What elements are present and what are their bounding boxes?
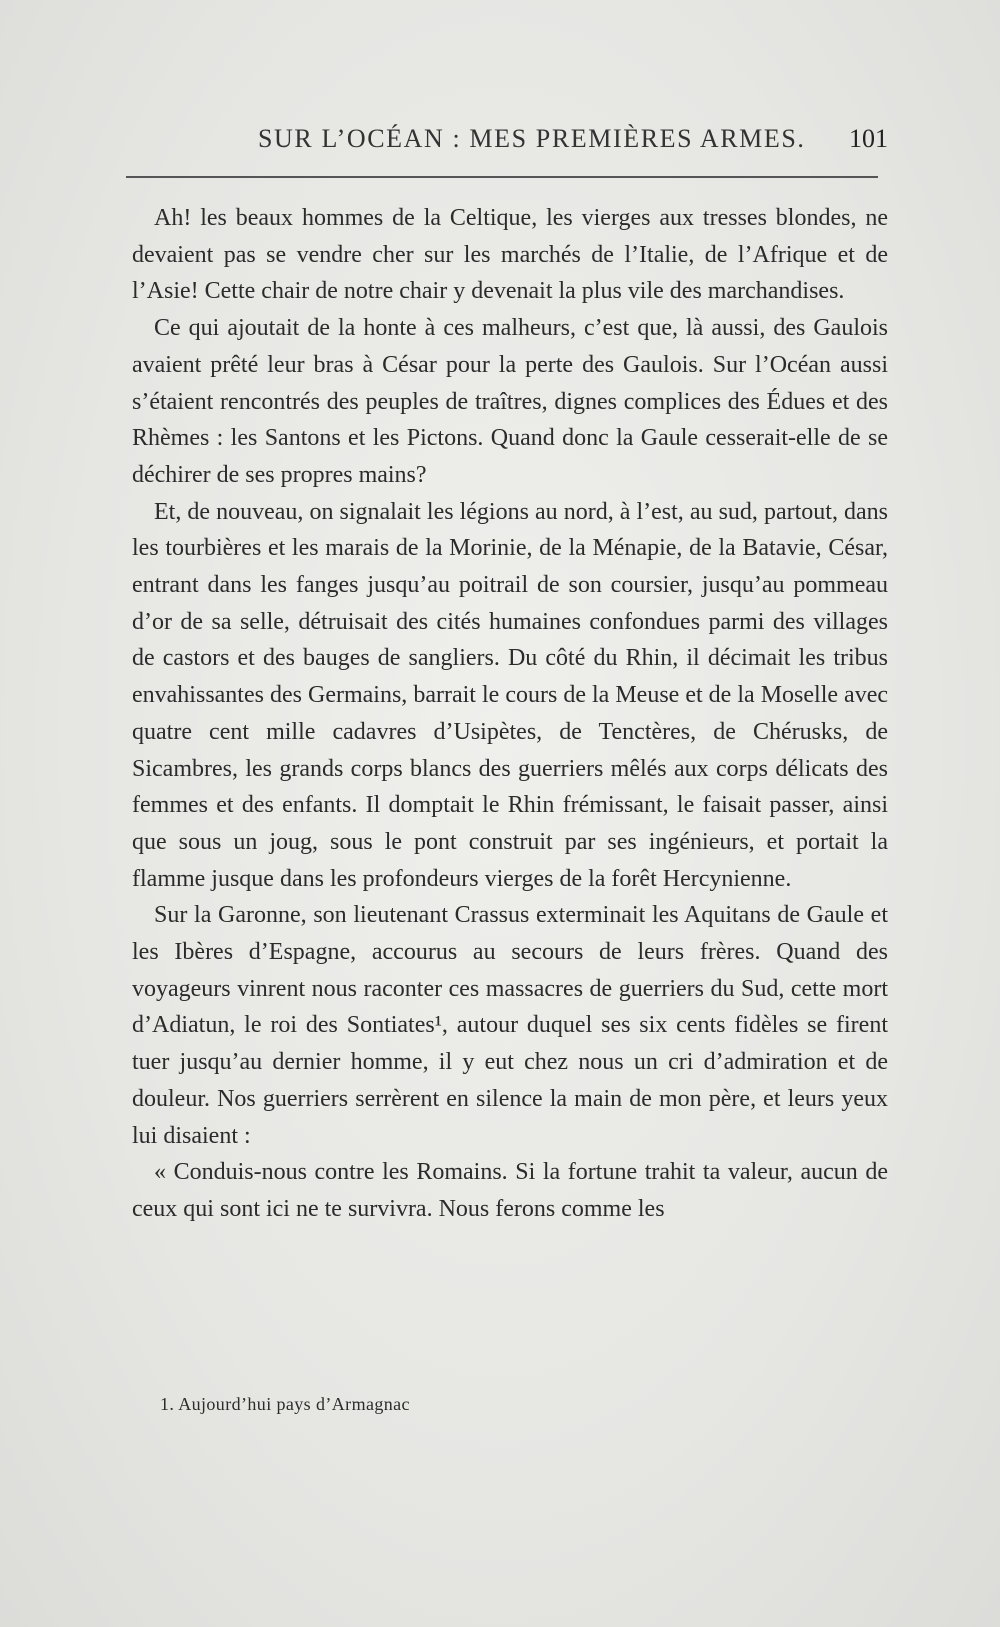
paragraph: « Conduis-nous contre les Romains. Si la fortune trahit ta valeur, aucun de ceux qui sont ici ne te survivra. Nous ferons comme les [132, 1159, 888, 1222]
paragraph: Ah! les beaux hommes de la Celtique, les vierges aux tresses blondes, ne devaient pas se vendre cher sur les marchés de l’Italie, de l’Afrique et de l’Asie! Cette chair de notre chair y devenait la plus vile des marchandises. [132, 205, 888, 305]
paragraph: Sur la Garonne, son lieutenant Crassus exterminait les Aquitans de Gaule et les Ibères d’Espagne, accourus au secours de leurs frères. Quand des voyageurs vinrent nous raconter ces massacres de guerriers du Sud, cette mort d’Adiatun, le roi des Sontiates¹, autour duquel ses six cents fidèles se firent tuer jusqu’au dernier homme, il y eut chez nous un cri d’admiration et de douleur. Nos guerriers serrèrent en silence la main de mon père, et leurs yeux lui disaient : [132, 902, 888, 1149]
body-text [132, 200, 888, 1228]
page-number: 101 [849, 124, 888, 153]
paragraph: Ce qui ajoutait de la honte à ces malheurs, c’est que, là aussi, des Gaulois avaient prêté leur bras à César pour la perte des Gaulois. Sur l’Océan aussi s’étaient rencontrés des peuples de traîtres, dignes complices des Édues et des Rhèmes : les Santons et les Pictons. Quand donc la Gaule cesserait-elle de se déchirer de ses propres mains? [132, 315, 888, 488]
running-title: SUR L’OCÉAN : MES PREMIÈRES ARMES. [258, 124, 806, 153]
header-rule [126, 176, 878, 178]
running-head [0, 124, 1000, 158]
paragraph: Et, de nouveau, on signalait les légions au nord, à l’est, au sud, partout, dans les tourbières et les marais de la Morinie, de la Ménapie, de la Batavie, César, entrant dans les fanges jusqu’au poitrail de son coursier, jusqu’au pommeau d’or de sa selle, détruisait des cités humaines confondues parmi des villages de castors et des bauges de sangliers. Du côté du Rhin, il décimait les tribus envahissantes des Germains, barrait le cours de la Meuse et de la Moselle avec quatre cent mille cadavres d’Usipètes, de Tenctères, de Chérusks, de Sicambres, les grands corps blancs des guerriers mêlés aux corps délicats des femmes et des enfants. Il domptait le Rhin frémissant, le faisait passer, ainsi que sous un joug, sous le pont construit par ses ingénieurs, et portait la flamme jusque dans les profondeurs vierges de la forêt Hercynienne. [132, 498, 888, 892]
footnote: 1. Aujourd’hui pays d’Armagnac [160, 1394, 410, 1414]
